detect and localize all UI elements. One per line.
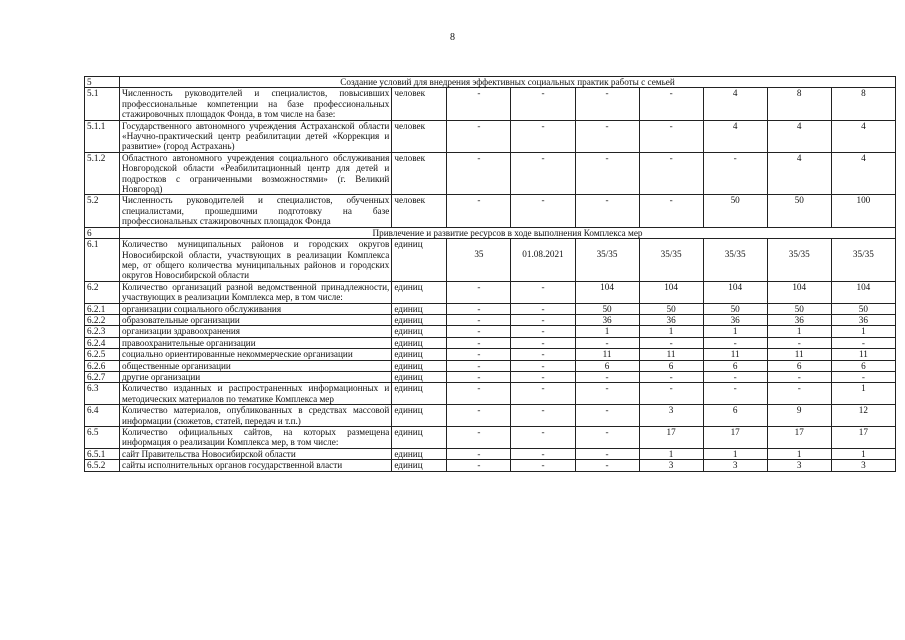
indicator-value: - (511, 448, 575, 459)
indicator-value: 1 (703, 326, 767, 337)
row-number: 6.2.4 (85, 337, 120, 348)
indicator-value: - (575, 195, 639, 227)
indicator-value: 36 (767, 314, 831, 325)
indicator-value: - (575, 371, 639, 382)
indicator-value: 1 (831, 448, 895, 459)
indicator-value: 6 (703, 405, 767, 427)
indicator-value: 17 (831, 427, 895, 449)
indicator-value: - (447, 383, 511, 405)
indicator-value: - (447, 314, 511, 325)
indicator-value: 4 (703, 120, 767, 152)
table-row (85, 239, 896, 282)
indicator-name: общественные организации (120, 360, 392, 371)
indicator-value: 1 (767, 448, 831, 459)
row-number: 6.5 (85, 427, 120, 449)
unit-of-measure: единиц (392, 427, 447, 449)
indicator-value: - (511, 337, 575, 348)
indicators-table (84, 76, 896, 472)
indicator-value: - (511, 360, 575, 371)
indicator-value: - (447, 120, 511, 152)
indicator-value: - (447, 460, 511, 471)
indicator-name: Количество изданных и распространенных информационных и методических материалов по тематике Комплекса мер (120, 383, 392, 405)
table-row (85, 349, 896, 360)
table-row (85, 195, 896, 227)
indicator-value: 4 (767, 120, 831, 152)
indicator-value: 3 (639, 405, 703, 427)
indicator-value: - (575, 120, 639, 152)
indicator-value: - (447, 88, 511, 120)
indicator-value: 4 (767, 152, 831, 195)
indicator-value: 11 (767, 349, 831, 360)
indicator-value: 1 (831, 383, 895, 405)
indicator-value: - (447, 281, 511, 303)
indicator-value: - (511, 152, 575, 195)
indicator-value: - (511, 460, 575, 471)
indicator-value: - (767, 383, 831, 405)
indicator-value: - (639, 120, 703, 152)
indicator-value: - (639, 337, 703, 348)
indicator-value: 50 (639, 303, 703, 314)
indicator-value: 3 (831, 460, 895, 471)
table-row (85, 383, 896, 405)
row-number: 6.3 (85, 383, 120, 405)
indicator-value: 6 (575, 360, 639, 371)
section-title: Создание условий для внедрения эффективных социальных практик работы с семьей (120, 77, 896, 88)
indicator-value: - (511, 405, 575, 427)
indicator-name: организации социального обслуживания (120, 303, 392, 314)
indicator-value: 1 (639, 448, 703, 459)
indicator-value: - (447, 337, 511, 348)
indicator-value: - (447, 360, 511, 371)
indicator-value: - (639, 195, 703, 227)
indicator-value: 36 (639, 314, 703, 325)
indicator-value: - (575, 337, 639, 348)
indicator-value: 11 (831, 349, 895, 360)
row-number: 6.5.1 (85, 448, 120, 459)
table-row (85, 371, 896, 382)
indicator-value: 4 (703, 88, 767, 120)
indicator-value: 6 (639, 360, 703, 371)
unit-of-measure: единиц (392, 448, 447, 459)
unit-of-measure: единиц (392, 314, 447, 325)
indicator-value: 35 (447, 239, 511, 282)
indicator-value: 50 (767, 195, 831, 227)
indicator-name: Количество муниципальных районов и городских округов Новосибирской области, участвующих в реализации Комплекса мер, от общего количества муниципальных районов и городских округов Новосибирской области (120, 239, 392, 282)
indicator-value: 35/35 (831, 239, 895, 282)
table-row (85, 120, 896, 152)
indicator-value: 12 (831, 405, 895, 427)
indicator-value: 50 (575, 303, 639, 314)
indicator-value: - (511, 383, 575, 405)
indicator-value: - (447, 152, 511, 195)
indicator-value: - (511, 349, 575, 360)
indicator-value: 6 (831, 360, 895, 371)
indicator-name: Количество официальных сайтов, на которых размещена информация о реализации Комплекса мер, в том числе: (120, 427, 392, 449)
indicator-value: - (575, 427, 639, 449)
indicator-value: 104 (703, 281, 767, 303)
indicator-value: 1 (639, 326, 703, 337)
table-row (85, 405, 896, 427)
unit-of-measure: единиц (392, 349, 447, 360)
indicator-value: 1 (575, 326, 639, 337)
indicator-value: 17 (639, 427, 703, 449)
indicator-name: Численность руководителей и специалистов, повысивших профессиональные компетенции на базе профессиональных стажировочных площадок Фонда, в том числе на базе: (120, 88, 392, 120)
indicator-value: 8 (831, 88, 895, 120)
unit-of-measure: единиц (392, 337, 447, 348)
indicator-value: 50 (703, 303, 767, 314)
indicator-value: - (575, 383, 639, 405)
indicator-name: организации здравоохранения (120, 326, 392, 337)
indicator-value: - (639, 383, 703, 405)
indicator-value: - (703, 337, 767, 348)
table-row (85, 314, 896, 325)
indicator-name: Количество организаций разной ведомственной принадлежности, участвующих в реализации Комплекса мер, в том числе: (120, 281, 392, 303)
indicator-value: 35/35 (575, 239, 639, 282)
table-row (85, 337, 896, 348)
unit-of-measure: единиц (392, 326, 447, 337)
indicator-value: - (447, 326, 511, 337)
unit-of-measure: человек (392, 120, 447, 152)
row-number: 6.5.2 (85, 460, 120, 471)
unit-of-measure: единиц (392, 460, 447, 471)
indicator-value: 11 (575, 349, 639, 360)
row-number: 6.2.7 (85, 371, 120, 382)
indicator-value: 01.08.2021 (511, 239, 575, 282)
indicator-value: 17 (703, 427, 767, 449)
row-number: 5.1.2 (85, 152, 120, 195)
indicator-value: 104 (575, 281, 639, 303)
indicator-name: Численность руководителей и специалистов, обученных специалистами, прошедшими подготовку на базе профессиональных стажировочных площадок Фонда (120, 195, 392, 227)
unit-of-measure: единиц (392, 405, 447, 427)
indicator-value: 100 (831, 195, 895, 227)
indicator-value: 1 (703, 448, 767, 459)
unit-of-measure: единиц (392, 281, 447, 303)
indicator-name: Количество материалов, опубликованных в средствах массовой информации (сюжетов, статей, передач и т.п.) (120, 405, 392, 427)
indicator-value: - (447, 195, 511, 227)
indicator-value: 3 (767, 460, 831, 471)
table-row (85, 427, 896, 449)
table-row (85, 303, 896, 314)
indicator-name: образовательные организации (120, 314, 392, 325)
indicator-value: 35/35 (703, 239, 767, 282)
indicator-name: другие организации (120, 371, 392, 382)
indicator-value: 4 (831, 120, 895, 152)
indicator-value: - (447, 303, 511, 314)
indicator-value: 50 (767, 303, 831, 314)
row-number: 5.1.1 (85, 120, 120, 152)
indicator-value: 50 (831, 303, 895, 314)
table-row (85, 281, 896, 303)
unit-of-measure: единиц (392, 303, 447, 314)
indicator-name: Государственного автономного учреждения Астраханской области «Научно-практический центр реабилитации детей «Коррекция и развитие» (город Астрахань) (120, 120, 392, 152)
row-number: 5.2 (85, 195, 120, 227)
indicator-value: 17 (767, 427, 831, 449)
unit-of-measure: единиц (392, 371, 447, 382)
indicator-value: 11 (703, 349, 767, 360)
indicator-value: 6 (703, 360, 767, 371)
indicator-value: 6 (767, 360, 831, 371)
page-number: 8 (450, 32, 455, 43)
indicator-value: - (447, 448, 511, 459)
indicator-value: 50 (703, 195, 767, 227)
row-number: 6.2.2 (85, 314, 120, 325)
indicator-value: - (575, 460, 639, 471)
table-row (85, 152, 896, 195)
indicator-value: 36 (575, 314, 639, 325)
indicator-value: - (575, 88, 639, 120)
indicator-value: - (575, 152, 639, 195)
indicator-value: - (511, 303, 575, 314)
section-row (85, 77, 896, 88)
row-number: 6.2 (85, 281, 120, 303)
unit-of-measure: человек (392, 195, 447, 227)
indicator-value: 9 (767, 405, 831, 427)
indicator-value: 36 (831, 314, 895, 325)
indicator-value: - (703, 152, 767, 195)
indicator-value: - (447, 371, 511, 382)
indicator-value: 3 (639, 460, 703, 471)
table-row (85, 326, 896, 337)
indicator-name: сайты исполнительных органов государственной власти (120, 460, 392, 471)
indicator-value: - (511, 314, 575, 325)
indicator-value: - (447, 349, 511, 360)
indicator-value: - (703, 383, 767, 405)
indicator-value: - (511, 281, 575, 303)
row-number: 5.1 (85, 88, 120, 120)
unit-of-measure: единиц (392, 360, 447, 371)
row-number: 6.4 (85, 405, 120, 427)
indicator-value: - (511, 427, 575, 449)
indicator-value: - (575, 448, 639, 459)
row-number: 6.2.5 (85, 349, 120, 360)
indicator-value: - (831, 337, 895, 348)
indicator-name: сайт Правительства Новосибирской области (120, 448, 392, 459)
indicator-value: - (831, 371, 895, 382)
indicator-value: - (511, 326, 575, 337)
indicator-value: - (511, 88, 575, 120)
indicator-name: социально ориентированные некоммерческие организации (120, 349, 392, 360)
indicator-value: - (511, 120, 575, 152)
indicator-value: 104 (831, 281, 895, 303)
unit-of-measure: единиц (392, 239, 447, 282)
indicator-value: 1 (831, 326, 895, 337)
indicator-value: 1 (767, 326, 831, 337)
indicator-value: 8 (767, 88, 831, 120)
indicator-value: - (447, 405, 511, 427)
row-number: 6.2.3 (85, 326, 120, 337)
table-row (85, 360, 896, 371)
indicator-value: 104 (639, 281, 703, 303)
section-row (85, 227, 896, 238)
row-number: 6.1 (85, 239, 120, 282)
indicator-value: - (447, 427, 511, 449)
indicator-value: - (639, 152, 703, 195)
indicator-value: 36 (703, 314, 767, 325)
section-number: 6 (85, 227, 120, 238)
row-number: 6.2.1 (85, 303, 120, 314)
indicator-value: 11 (639, 349, 703, 360)
indicator-value: - (511, 195, 575, 227)
indicator-name: Областного автономного учреждения социального обслуживания Новгородской области «Реабилитационный центр для детей и подростков с ограниченными возможностями» (г. Великий Новгород) (120, 152, 392, 195)
indicator-value: - (639, 88, 703, 120)
unit-of-measure: единиц (392, 383, 447, 405)
table-row (85, 88, 896, 120)
indicator-value: - (575, 405, 639, 427)
indicator-value: 35/35 (639, 239, 703, 282)
section-number: 5 (85, 77, 120, 88)
indicator-value: - (703, 371, 767, 382)
indicator-value: 3 (703, 460, 767, 471)
indicator-value: 104 (767, 281, 831, 303)
table-row (85, 460, 896, 471)
row-number: 6.2.6 (85, 360, 120, 371)
indicator-value: - (767, 371, 831, 382)
indicator-value: - (767, 337, 831, 348)
indicator-value: 4 (831, 152, 895, 195)
indicator-value: - (511, 371, 575, 382)
indicator-value: 35/35 (767, 239, 831, 282)
unit-of-measure: человек (392, 152, 447, 195)
table-row (85, 448, 896, 459)
unit-of-measure: человек (392, 88, 447, 120)
indicator-value: - (639, 371, 703, 382)
section-title: Привлечение и развитие ресурсов в ходе выполнения Комплекса мер (120, 227, 896, 238)
indicator-name: правоохранительные организации (120, 337, 392, 348)
